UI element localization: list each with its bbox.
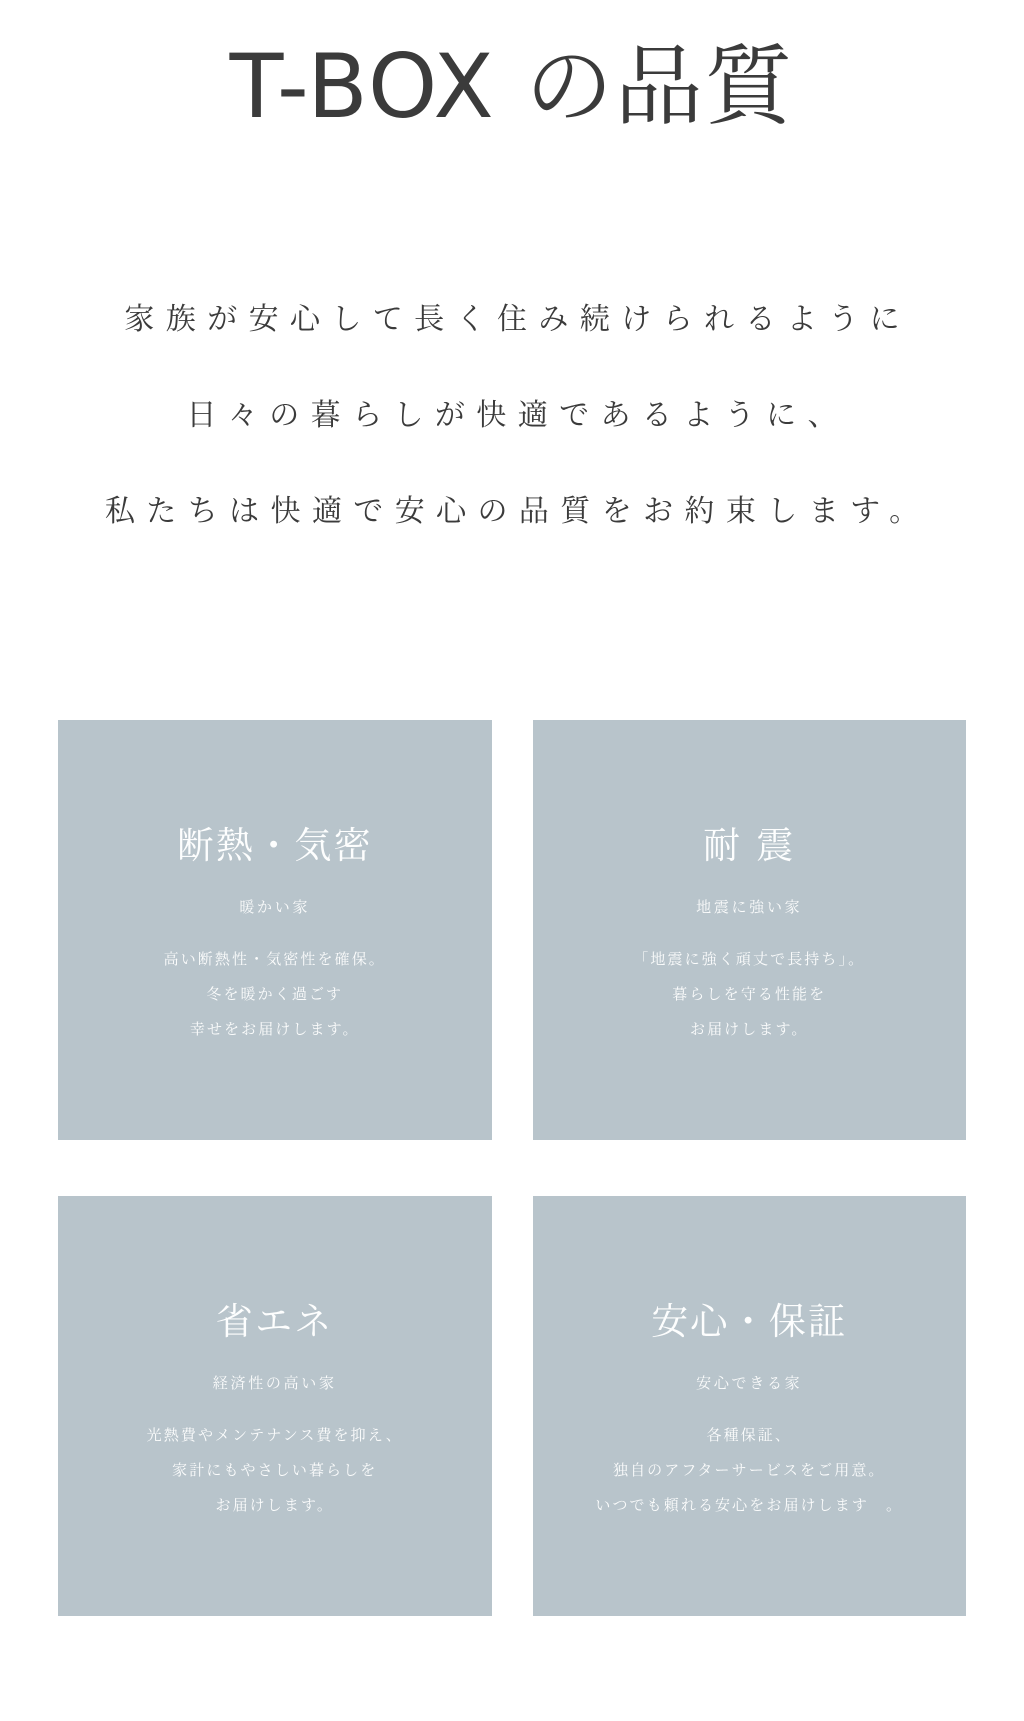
card-energy-saving	[58, 1196, 492, 1616]
card-description-line: お届けします。	[215, 1496, 334, 1515]
card-subtitle: 安心できる家	[696, 1374, 803, 1393]
card-description-line: 幸せをお届けします。	[189, 1020, 360, 1039]
quality-cards-grid	[58, 720, 966, 1616]
intro-line: 家族が安心して長く住み続けられるように	[124, 302, 911, 338]
card-description-line: 独自のアフターサービスをご用意。	[612, 1461, 886, 1480]
card-description-line: 各種保証、	[706, 1426, 792, 1445]
card-title: 省エネ	[215, 1300, 334, 1344]
card-description	[58, 942, 492, 1047]
card-subtitle: 暖かい家	[239, 898, 311, 917]
intro-line: 日々の暮らしが快適であるように、	[186, 398, 849, 434]
card-description-line: いつでも頼れる安心をお届けします 。	[595, 1496, 904, 1515]
card-description	[58, 1418, 492, 1523]
card-description-line: 光熱費やメンテナンス費を抑え、	[146, 1426, 403, 1445]
card-title: 断熱・気密	[176, 824, 373, 868]
card-description-line: 高い断熱性・気密性を確保。	[163, 950, 386, 969]
page-title: T-BOX の品質	[229, 35, 795, 138]
card-earthquake-resistance	[533, 720, 967, 1140]
intro-paragraph	[0, 272, 1024, 560]
card-description	[533, 942, 967, 1047]
card-subtitle: 地震に強い家	[696, 898, 803, 917]
card-insulation	[58, 720, 492, 1140]
card-description-line: 暮らしを守る性能を	[672, 985, 827, 1004]
card-description	[533, 1418, 967, 1523]
intro-line: 私たちは快適で安心の品質をお約束します。	[104, 494, 931, 530]
card-description-line: 「地震に強く頑丈で長持ち」。	[633, 950, 866, 969]
card-description-line: 家計にもやさしい暮らしを	[172, 1461, 378, 1480]
card-title: 安心・保証	[651, 1300, 848, 1344]
card-subtitle: 経済性の高い家	[212, 1374, 337, 1393]
card-safety-warranty	[533, 1196, 967, 1616]
card-description-line: 冬を暖かく過ごす	[206, 985, 344, 1004]
card-description-line: お届けします。	[689, 1020, 809, 1039]
card-title: 耐 震	[703, 824, 796, 868]
